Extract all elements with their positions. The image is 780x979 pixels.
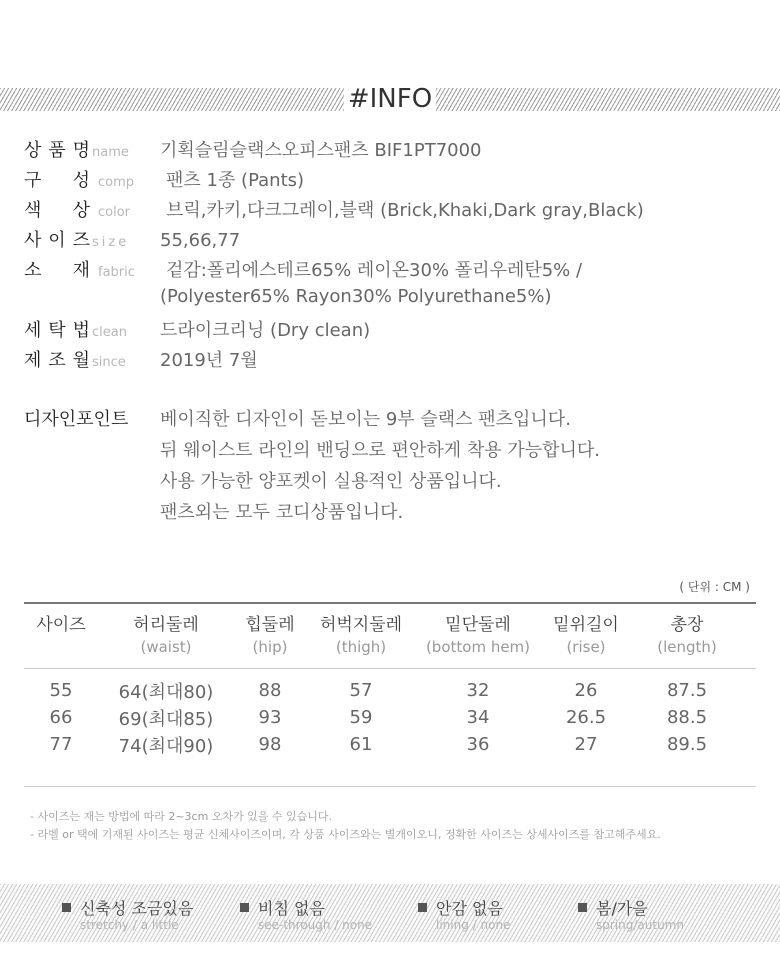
- design-point-line: 팬츠외는 모두 코디상품입니다.: [160, 502, 404, 523]
- table-cell: 64(최대80): [118, 681, 214, 703]
- header-ko: 허리둘레: [133, 615, 199, 635]
- spec-value-continued: (Polyester65% Rayon30% Polyurethane5%): [160, 286, 552, 307]
- table-cell: 32: [466, 680, 490, 701]
- design-point-lines: [160, 405, 600, 529]
- header-en: (length): [657, 638, 717, 656]
- table-cell: 57: [349, 680, 373, 701]
- header-ko: 힙둘레: [245, 615, 295, 635]
- spec-row-since: [24, 346, 764, 376]
- feature-label: 봄/가을: [596, 899, 648, 918]
- table-cell: 88: [258, 680, 282, 701]
- design-point-line: 사용 가능한 양포켓이 실용적인 상품입니다.: [160, 471, 502, 492]
- table-cell: 34: [466, 707, 490, 728]
- spec-label-en: color: [98, 205, 131, 220]
- table-cell: 77: [49, 734, 73, 755]
- square-bullet-icon: [240, 903, 249, 912]
- spec-label-en: clean: [92, 325, 127, 340]
- feature-see-through: [240, 896, 372, 932]
- header-ko: 밑단둘레: [445, 615, 511, 635]
- header-ko: 허벅지둘레: [319, 615, 403, 635]
- table-cell: 88.5: [666, 707, 708, 728]
- table-cell: 89.5: [666, 734, 708, 755]
- spec-label: 제 조 월: [24, 350, 90, 371]
- header-cell: [306, 604, 416, 668]
- header-cell: [234, 604, 306, 668]
- spec-row-fabric-cont: [24, 286, 764, 316]
- note-line: - 사이즈는 재는 방법에 따라 2~3cm 오차가 있을 수 있습니다.: [30, 810, 333, 823]
- spec-row-name: [24, 136, 764, 166]
- table-cell: 98: [258, 734, 282, 755]
- design-point-line: 베이직한 디자인이 돋보이는 9부 슬랙스 팬츠입니다.: [160, 409, 571, 430]
- header-ko: 총장: [670, 615, 704, 635]
- table-row: [24, 704, 756, 731]
- table-cell: 26: [574, 680, 598, 701]
- table-cell: 69(최대85): [118, 708, 214, 730]
- feature-label: 안감 없음: [436, 899, 503, 918]
- spec-value: 드라이크리닝 (Dry clean): [160, 320, 371, 341]
- spec-label: 소 재: [24, 260, 90, 281]
- header-cell: [416, 604, 540, 668]
- table-cell: 36: [466, 734, 490, 755]
- table-body: [24, 669, 756, 787]
- design-point-line: 뒤 웨이스트 라인의 밴딩으로 편안하게 착용 가능합니다.: [160, 440, 600, 461]
- table-cell: 27: [574, 734, 598, 755]
- header-cell: [98, 604, 234, 668]
- spec-label-en: comp: [98, 175, 135, 190]
- table-row: [24, 677, 756, 704]
- header-en: (waist): [140, 638, 192, 656]
- spec-value: 브릭,카키,다크그레이,블랙 (Brick,Khaki,Dark gray,Black): [166, 200, 644, 221]
- spec-value: 2019년 7월: [160, 350, 258, 371]
- size-table: [24, 602, 756, 787]
- table-row: [24, 731, 756, 758]
- feature-label-en: stretchy / a little: [80, 918, 179, 932]
- table-cell: 26.5: [565, 707, 607, 728]
- design-point: [24, 405, 764, 529]
- table-cell: 55: [49, 680, 73, 701]
- spec-row-fabric: [24, 256, 764, 286]
- feature-lining: [418, 896, 510, 932]
- spec-row-comp: [24, 166, 764, 196]
- spec-row-clean: [24, 316, 764, 346]
- spec-label: 사 이 즈: [24, 230, 90, 251]
- header-en: (rise): [566, 638, 606, 656]
- spec-row-color: [24, 196, 764, 226]
- header-ko: 사이즈: [36, 615, 86, 635]
- spec-label-en: size: [92, 235, 130, 250]
- header-en: (bottom hem): [425, 638, 531, 656]
- spec-label: 세 탁 법: [24, 320, 90, 341]
- table-cell: 66: [49, 707, 73, 728]
- size-notes: [30, 808, 661, 844]
- spec-label: 구 성: [24, 170, 90, 191]
- header-cell: [24, 604, 98, 668]
- spec-label-en: name: [92, 145, 129, 160]
- note-line: - 라벨 or 택에 기재된 사이즈는 평균 신체사이즈이며, 각 상품 사이즈와는 별개이오니, 정확한 사이즈는 상세사이즈를 참고해주세요.: [30, 828, 661, 841]
- spec-value: 겉감:폴리에스테르65% 레이온30% 폴리우레탄5% /: [166, 260, 583, 281]
- square-bullet-icon: [62, 903, 71, 912]
- unit-label: ( 단위 : CM ): [679, 580, 750, 594]
- spec-value: 팬츠 1종 (Pants): [166, 170, 305, 191]
- header-en: (hip): [252, 638, 288, 656]
- spec-list: [24, 136, 764, 376]
- feature-label-en: lining / none: [436, 918, 511, 932]
- feature-label-en: spring/autumn: [596, 918, 684, 932]
- square-bullet-icon: [578, 903, 587, 912]
- table-cell: 87.5: [666, 680, 708, 701]
- feature-season: [578, 896, 684, 932]
- header-cell: [632, 604, 742, 668]
- feature-stretch: [62, 896, 193, 932]
- table-cell: 59: [349, 707, 373, 728]
- spec-label-en: since: [92, 355, 126, 370]
- feature-label-en: see-through / none: [258, 918, 373, 932]
- feature-label: 신축성 조금있음: [80, 899, 194, 918]
- spec-label: 색 상: [24, 200, 90, 221]
- table-cell: 93: [258, 707, 282, 728]
- table-cell: 74(최대90): [118, 735, 214, 757]
- spec-label-en: fabric: [98, 265, 135, 280]
- square-bullet-icon: [418, 903, 427, 912]
- feature-label: 비침 없음: [258, 899, 325, 918]
- spec-value: 기획슬림슬랙스오피스팬츠 BIF1PT7000: [160, 140, 482, 161]
- header-ko: 밑위길이: [553, 615, 619, 635]
- header-en: (thigh): [335, 638, 387, 656]
- table-cell: 61: [349, 734, 373, 755]
- spec-label: 상 품 명: [24, 140, 90, 161]
- info-title: #INFO: [344, 84, 436, 114]
- feature-bar: [0, 884, 780, 942]
- spec-row-size: [24, 226, 764, 256]
- table-header: [24, 604, 756, 669]
- header-cell: [540, 604, 632, 668]
- design-point-label: 디자인포인트: [24, 409, 129, 430]
- spec-value: 55,66,77: [160, 230, 241, 251]
